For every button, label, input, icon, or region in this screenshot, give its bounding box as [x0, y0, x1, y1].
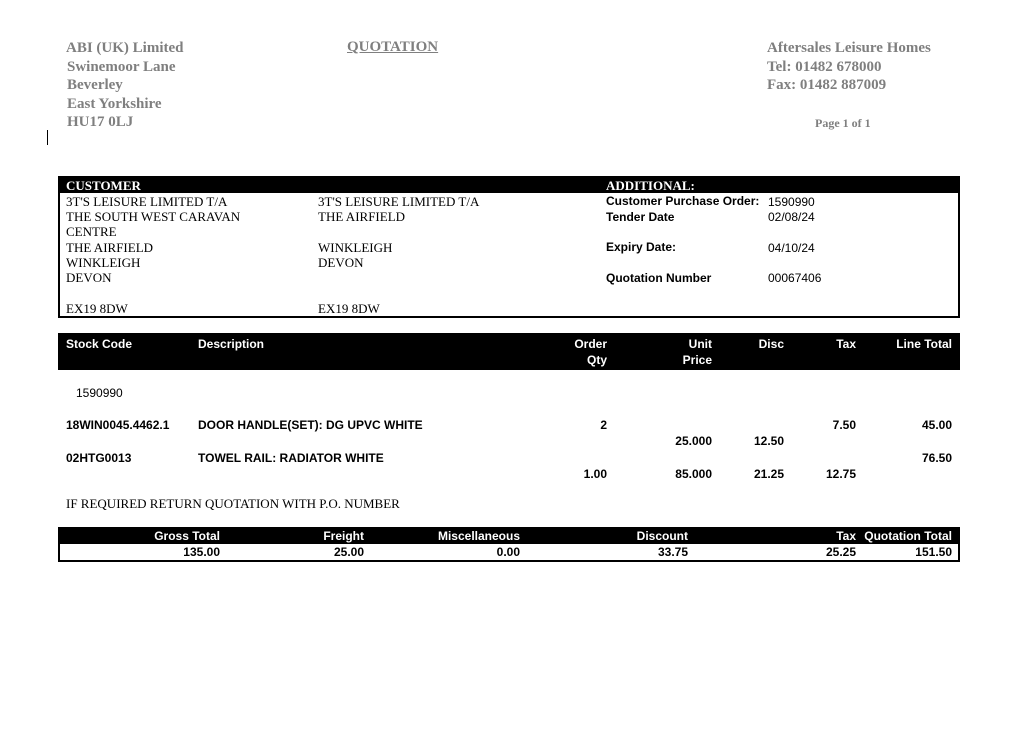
tax-total-value: 25.25 — [825, 545, 856, 559]
tender-date-value: 02/08/24 — [768, 210, 815, 224]
customer-right-line: WINKLEIGH — [318, 240, 393, 255]
customer-right-line: DEVON — [318, 255, 364, 270]
item-disc: 12.50 — [753, 434, 784, 448]
freight-value: 25.00 — [333, 545, 364, 559]
company-address-line-2: Beverley — [67, 77, 123, 93]
col-tax: Tax — [836, 337, 856, 351]
additional-header: ADDITIONAL: — [606, 178, 695, 193]
supplier-fax: Fax: 01482 887009 — [767, 77, 887, 93]
customer-left-line: EX19 8DW — [66, 301, 128, 316]
item-stock-code: 18WIN0045.4462.1 — [66, 418, 170, 432]
customer-header: CUSTOMER — [66, 178, 141, 193]
tender-date-label: Tender Date — [606, 210, 675, 224]
purchase-order-value: 1590990 — [768, 195, 815, 209]
item-unit-price: 25.000 — [675, 434, 712, 448]
customer-right-line: EX19 8DW — [318, 301, 380, 316]
customer-left-line: WINKLEIGH — [66, 255, 141, 270]
page-number: Page 1 of 1 — [815, 116, 871, 130]
misc-value: 0.00 — [496, 545, 520, 559]
col-line-total: Line Total — [896, 337, 952, 351]
col-order-qty: Order — [574, 337, 607, 351]
gross-total-value: 135.00 — [183, 545, 220, 559]
supplier-name: Aftersales Leisure Homes — [767, 40, 931, 56]
item-line-total: 76.50 — [921, 451, 952, 465]
customer-left-line: THE SOUTH WEST CARAVAN — [66, 209, 241, 224]
customer-left-line: CENTRE — [66, 224, 117, 239]
item-unit-price: 85.000 — [675, 467, 712, 481]
col-description: Description — [198, 337, 265, 351]
line-reference: 1590990 — [76, 386, 123, 400]
customer-left-line: DEVON — [66, 270, 112, 285]
quotation-total-label: Quotation Total — [864, 529, 952, 543]
item-description: DOOR HANDLE(SET): DG UPVC WHITE — [198, 418, 423, 432]
col-disc: Disc — [758, 337, 784, 351]
quotation-total-value: 151.50 — [915, 545, 952, 559]
col-stock-code: Stock Code — [66, 337, 133, 351]
quotation-number-label: Quotation Number — [606, 271, 712, 285]
item-qty: 1.00 — [583, 467, 607, 481]
company-address-line-3: East Yorkshire — [67, 96, 162, 112]
purchase-order-label: Customer Purchase Order: — [606, 194, 760, 208]
expiry-date-label: Expiry Date: — [606, 240, 677, 254]
discount-label: Discount — [636, 529, 688, 543]
customer-right-line: THE AIRFIELD — [318, 209, 406, 224]
supplier-tel: Tel: 01482 678000 — [767, 59, 882, 75]
item-tax: 7.50 — [832, 418, 856, 432]
item-stock-code: 02HTG0013 — [66, 451, 132, 465]
return-note: IF REQUIRED RETURN QUOTATION WITH P.O. NUMBER — [66, 496, 400, 511]
item-qty: 2 — [600, 418, 607, 432]
item-line-total: 45.00 — [921, 418, 952, 432]
customer-left-line: THE AIRFIELD — [66, 240, 154, 255]
tax-total-label: Tax — [836, 529, 856, 543]
misc-label: Miscellaneous — [437, 529, 520, 543]
customer-right-line: 3T'S LEISURE LIMITED T/A — [318, 194, 480, 209]
quotation-number-value: 00067406 — [768, 271, 822, 285]
gross-total-label: Gross Total — [154, 529, 220, 543]
company-address-line-1: Swinemoor Lane — [67, 59, 176, 75]
col-unit-price: Unit — [688, 337, 712, 351]
freight-label: Freight — [323, 529, 364, 543]
customer-left-line: 3T'S LEISURE LIMITED T/A — [66, 194, 228, 209]
company-address-line-4: HU17 0LJ — [67, 114, 134, 130]
text-cursor — [47, 130, 48, 145]
expiry-date-value: 04/10/24 — [768, 241, 815, 255]
item-disc: 21.25 — [753, 467, 784, 481]
item-description: TOWEL RAIL: RADIATOR WHITE — [198, 451, 384, 465]
document-title: QUOTATION — [347, 39, 439, 55]
discount-value: 33.75 — [657, 545, 688, 559]
item-tax: 12.75 — [825, 467, 856, 481]
company-name: ABI (UK) Limited — [66, 40, 184, 56]
col-unit-price-2: Price — [682, 353, 712, 367]
customer-header-bar — [58, 176, 960, 193]
col-order-qty-2: Qty — [586, 353, 607, 367]
